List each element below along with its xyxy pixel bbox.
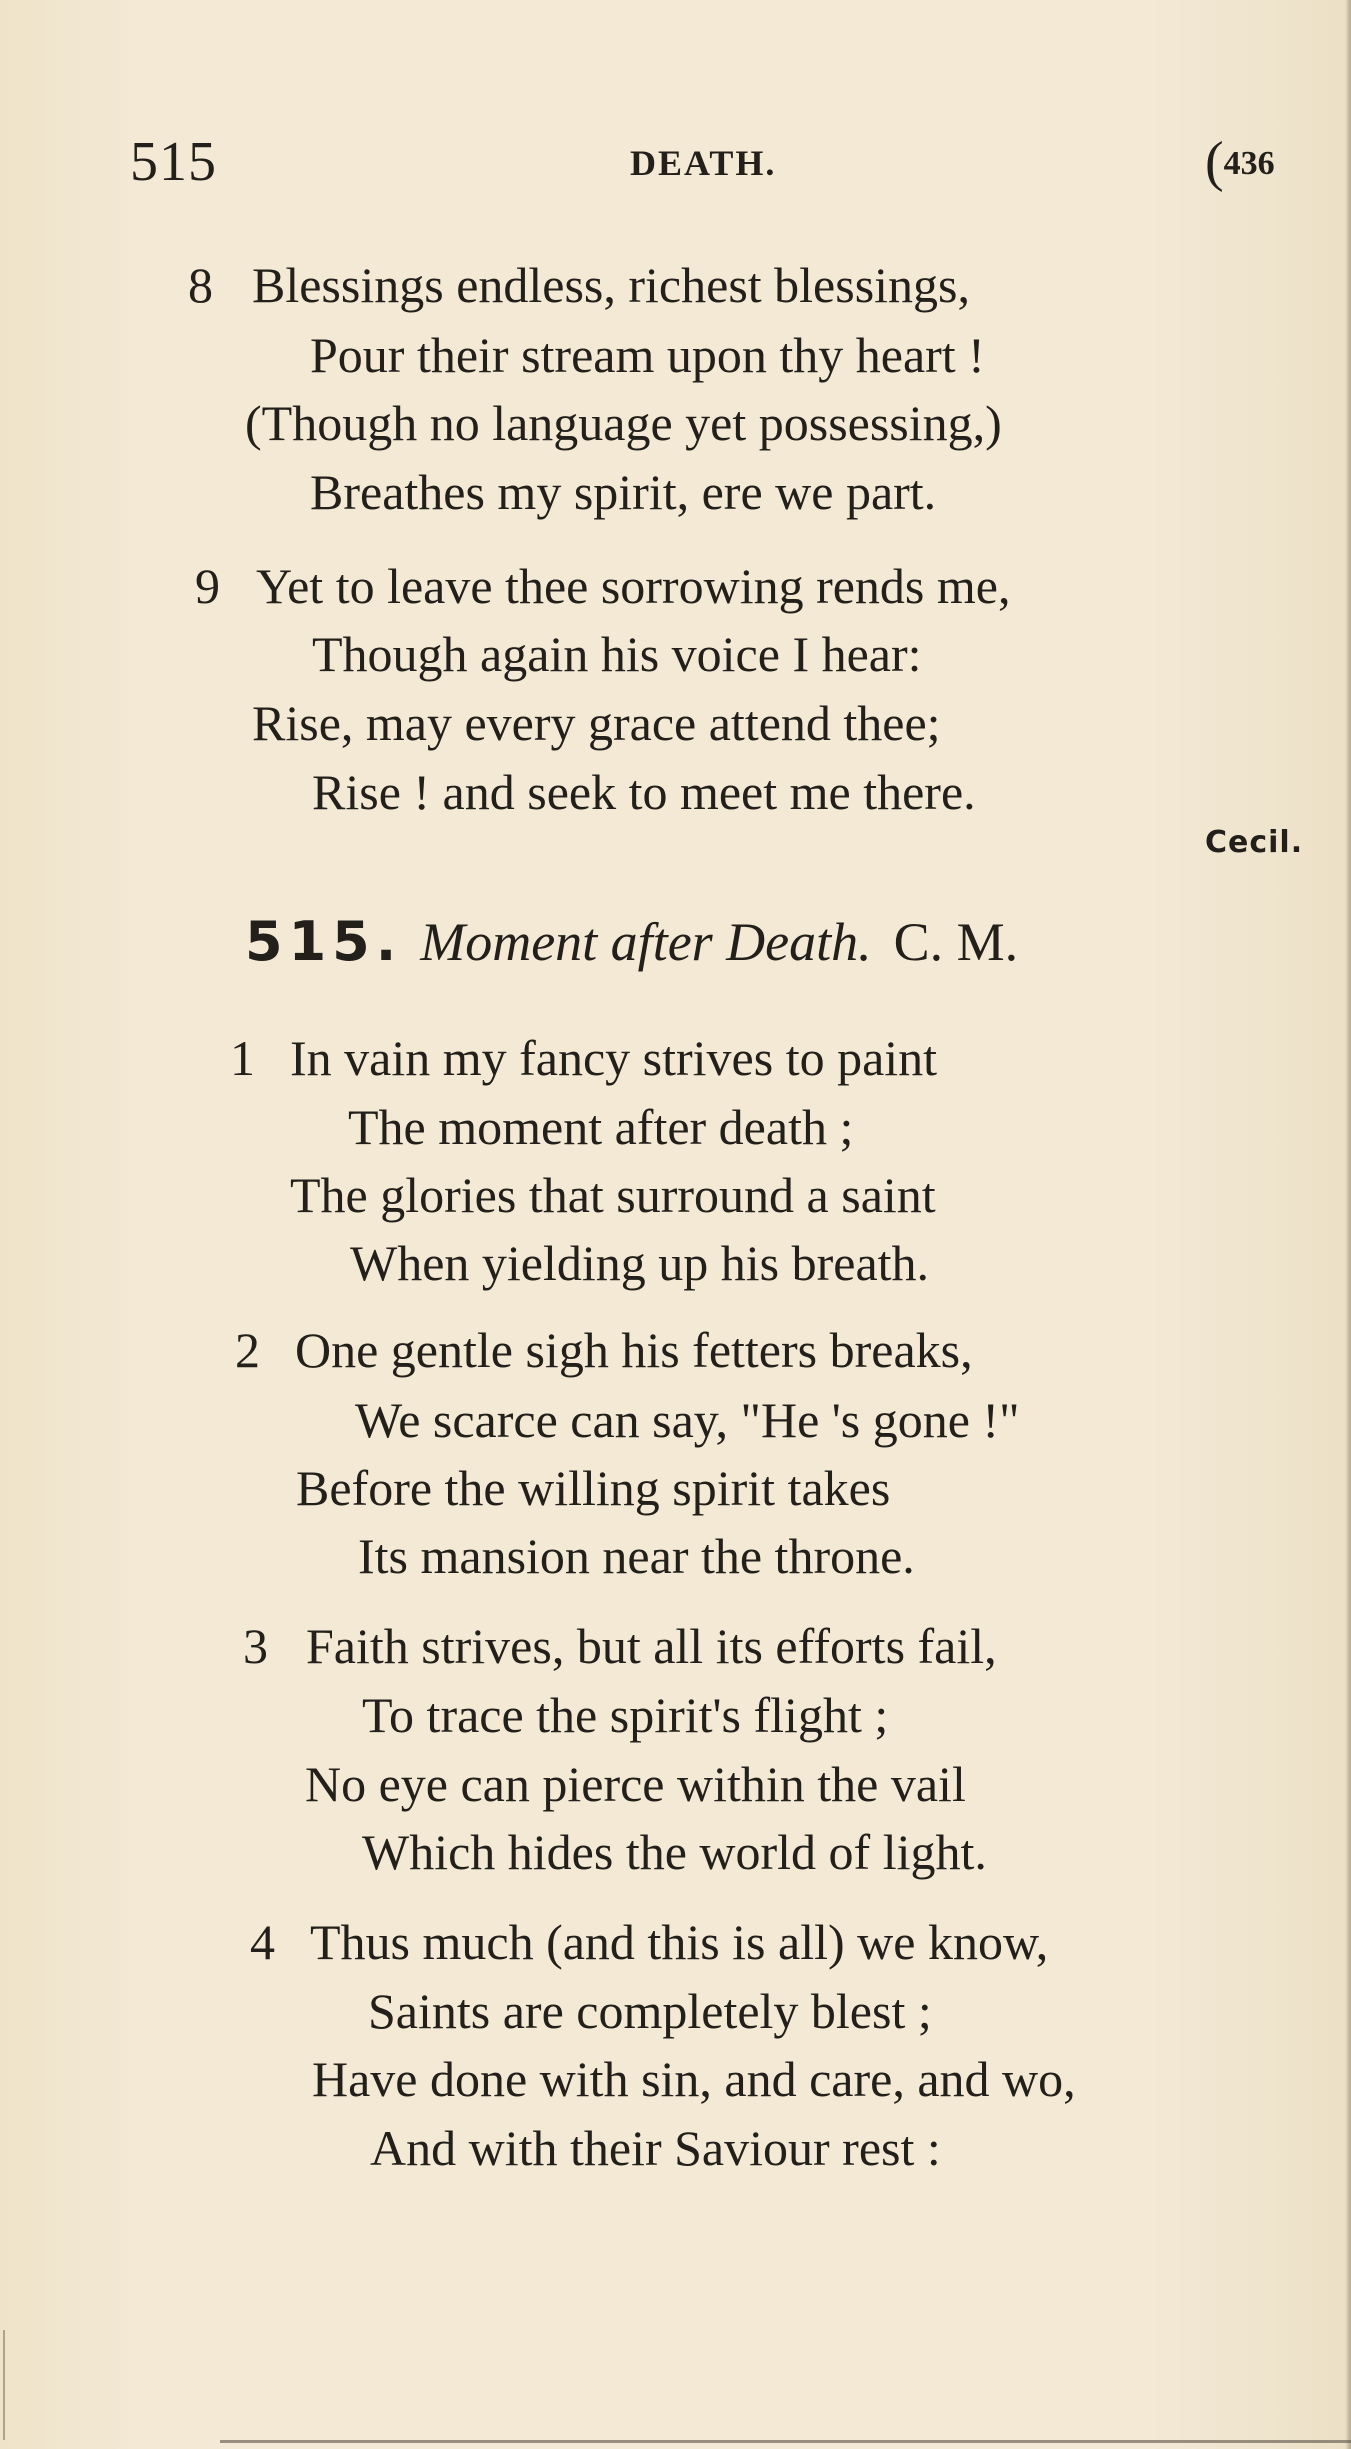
margin-mark xyxy=(3,2330,5,2440)
bottom-edge-rule xyxy=(220,2440,1351,2443)
reference-number: 436 xyxy=(1223,145,1275,182)
hymn-reference xyxy=(1205,130,1275,194)
verse-line: Have done with sin, and care, and wo, xyxy=(312,2051,1076,2107)
verse-line: (Though no language yet possessing,) xyxy=(245,395,1002,451)
reference-bracket: ( xyxy=(1205,131,1224,193)
verse-line: We scarce can say, "He 's gone !" xyxy=(355,1392,1020,1448)
stanza-number: 2 xyxy=(235,1322,260,1378)
verse-line: No eye can pierce within the vail xyxy=(305,1756,966,1812)
hymn-meter: C. M. xyxy=(893,912,1019,972)
verse-line: And with their Saviour rest : xyxy=(370,2120,941,2176)
verse-line: To trace the spirit's flight ; xyxy=(362,1687,889,1743)
author-attribution: Cecil. xyxy=(1205,825,1304,860)
hymn-title: Moment after Death. xyxy=(420,912,872,972)
verse-line: Though again his voice I hear: xyxy=(312,626,922,682)
running-head xyxy=(0,130,1351,200)
verse-line: Before the willing spirit takes xyxy=(296,1460,891,1516)
page-edge-shadow xyxy=(1345,0,1351,2449)
stanza-number: 4 xyxy=(250,1914,275,1970)
verse-line: Pour their stream upon thy heart ! xyxy=(310,327,985,383)
verse-line: In vain my fancy strives to paint xyxy=(290,1030,938,1086)
verse-line: Blessings endless, richest blessings, xyxy=(252,257,971,313)
verse-line: Its mansion near the throne. xyxy=(358,1528,915,1584)
stanza-number: 9 xyxy=(195,558,220,614)
verse-line: When yielding up his breath. xyxy=(350,1235,930,1291)
verse-line: Faith strives, but all its efforts fail, xyxy=(306,1618,997,1674)
verse-line: Thus much (and this is all) we know, xyxy=(310,1914,1049,1970)
section-title: DEATH. xyxy=(630,143,777,183)
verse-line: Yet to leave thee sorrowing rends me, xyxy=(256,558,1011,614)
verse-line: The glories that surround a saint xyxy=(290,1167,936,1223)
stanza-number: 8 xyxy=(188,257,213,313)
stanza-number: 1 xyxy=(230,1030,255,1086)
verse-line: Saints are completely blest ; xyxy=(368,1983,932,2039)
page-number: 515 xyxy=(130,131,217,193)
stanza-number: 3 xyxy=(243,1618,268,1674)
verse-line: One gentle sigh his fetters breaks, xyxy=(295,1322,973,1378)
verse-line: Rise ! and seek to meet me there. xyxy=(312,764,976,820)
hymn-number: 515. xyxy=(245,910,403,973)
verse-line: The moment after death ; xyxy=(348,1099,854,1155)
verse-line: Breathes my spirit, ere we part. xyxy=(310,464,937,520)
verse-line: Rise, may every grace attend thee; xyxy=(252,695,941,751)
verse-line: Which hides the world of light. xyxy=(362,1824,987,1880)
hymn-heading xyxy=(245,910,1018,980)
